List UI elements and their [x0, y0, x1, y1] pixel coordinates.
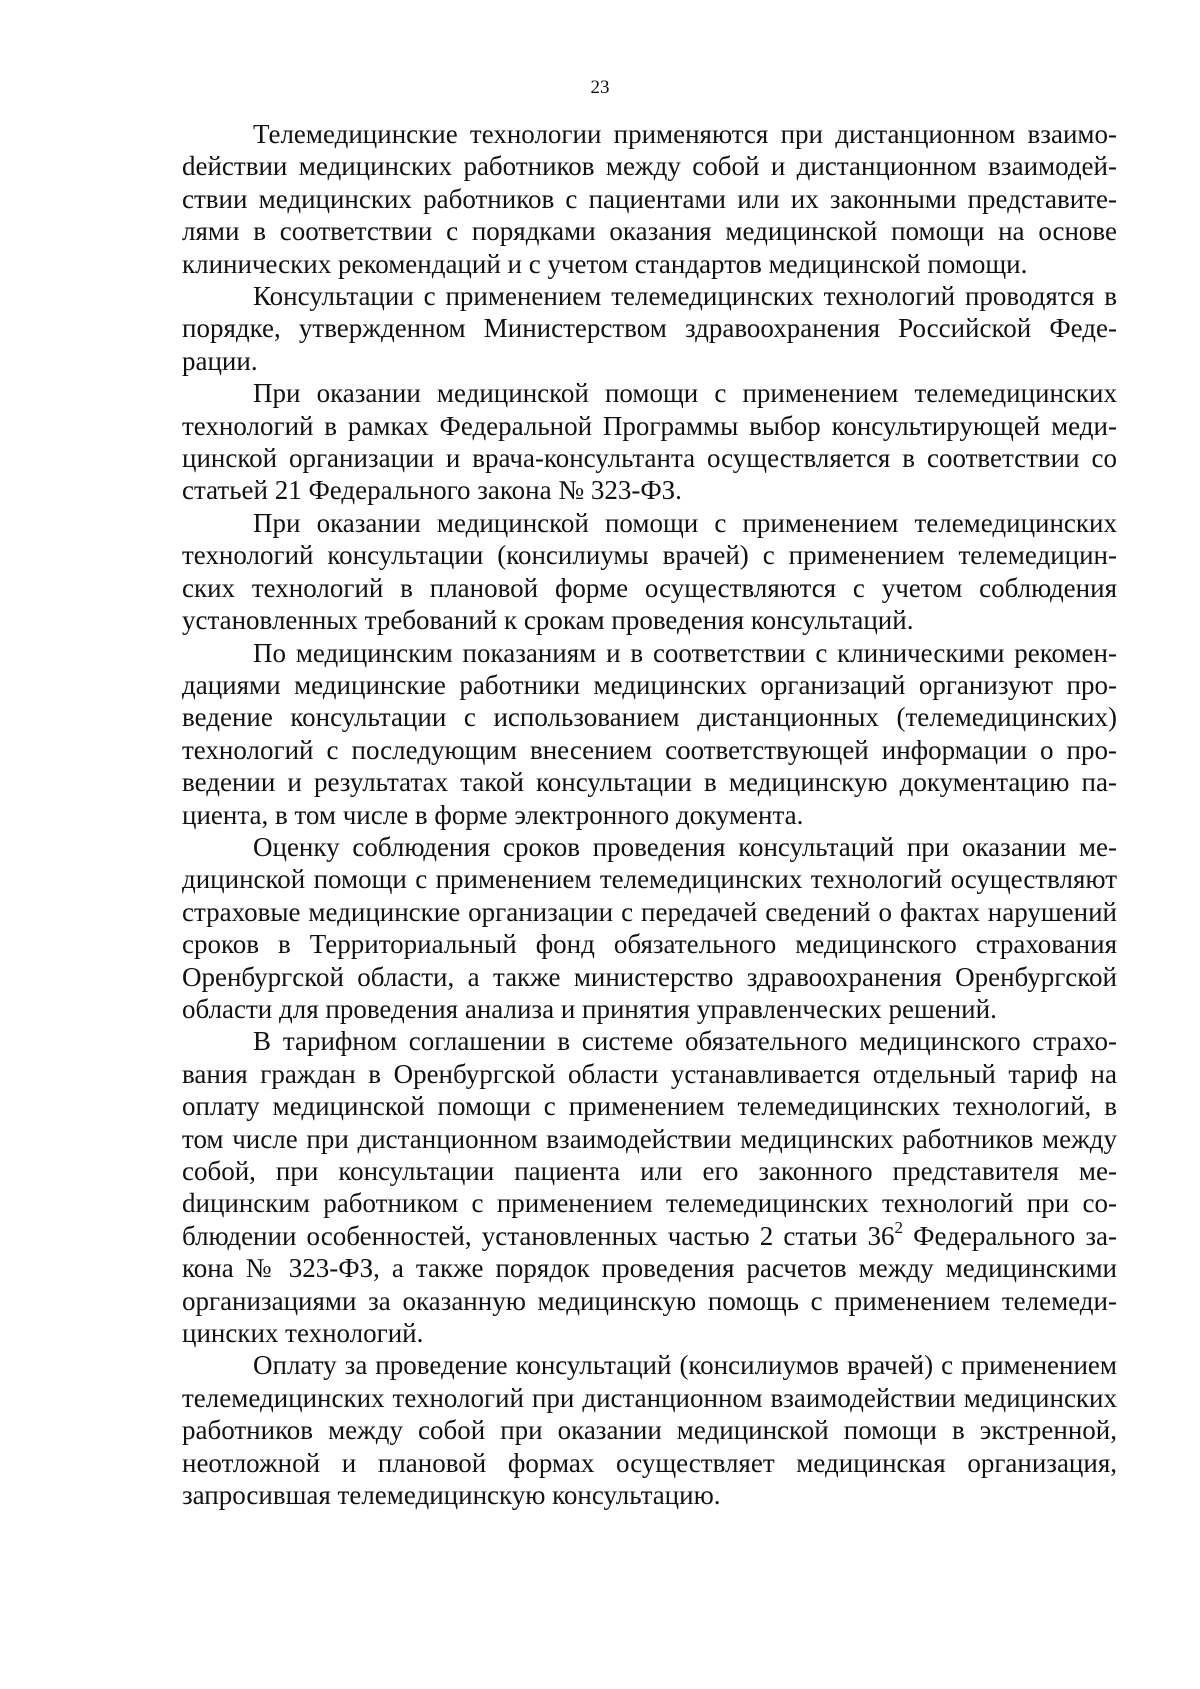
- paragraph-deadline-assessment: Оценку соблюдения сроков проведения консультаций при оказании медицинской помощи с применением телемедицинских технологий осуществляют страховые медицинские организации с передачей сведений о фактах нарушений сроков в Территориальный фонд обязательного медицинского страхования Оренбургской области, а также министерство здравоохранения Оренбургской области для проведения анализа и принятия управленческих решений.: [182, 831, 1117, 1024]
- tariff-text-after: Федерального закона № 323-ФЗ, а также порядок проведения расчетов между медицинскими организациями за оказанную медицинскую помощь с применением телемедицинских технологий.: [182, 1220, 1117, 1349]
- document-body: [182, 118, 1117, 1511]
- paragraph-federal-program: При оказании медицинской помощи с применением телемедицинских технологий в рамках Федеральной Программы выбор консультирующей медицинской организации и врача-консультанта осуществляется в соответствии со статьей 21 Федерального закона № 323-ФЗ.: [182, 378, 1117, 506]
- page-number: 23: [590, 77, 610, 98]
- paragraph-medical-indications: По медицинским показаниям и в соответствии с клиническими рекомендациями медицинские работники медицинских организаций организуют проведение консультации с использованием дистанционных (телемедицинских) технологий с последующим внесением соответствующей информации о проведении и результатах такой консультации в медицинскую документацию пациента, в том числе в форме электронного документа.: [182, 637, 1117, 830]
- paragraph-payment: Оплату за проведение консультаций (консилиумов врачей) с применением телемедицинских технологий при дистанционном взаимодействии медицинских работников между собой при оказании медицинской помощи в экстренной, неотложной и плановой формах осуществляет медицинская организация, запросившая телемедицинскую консультацию.: [182, 1350, 1117, 1511]
- tariff-text-before: В тарифном соглашении в системе обязательного медицинского страхования граждан в Оренбургской области устанавливается отдельный тариф на оплату медицинской помощи с применением телемедицинских технологий, в том числе при дистанционном взаимодействии медицинских работников между собой, при консультации пациента или его законного представителя меdицинским работником с применением телемедицинских технологий при соблюдении особенностей, установленных частью 2 статьи 36: [182, 1026, 1117, 1251]
- paragraph-planned-consultations: При оказании медицинской помощи с применением телемедицинских технологий консультации (консилиумы врачей) с применением телемедицинских технологий в плановой форме осуществляются с учетом соблюдения установленных требований к срокам проведения консультаций.: [182, 507, 1117, 636]
- article-superscript: 2: [894, 1217, 904, 1237]
- paragraph-telemedicine-use: Телемедицинские технологии применяются при дистанционном взаимоdействии медицинских работников между собой и дистанционном взаимодействии медицинских работников с пациентами или их законными представителями в соответствии с порядками оказания медицинской помощи на основе клинических рекомендаций и с учетом стандартов медицинской помощи.: [182, 119, 1117, 279]
- paragraph-tariff-agreement: [182, 1025, 1117, 1349]
- paragraph-consultation-order: Консультации с применением телемедицинских технологий проводятся в порядке, утвержденном Министерством здравоохранения Российской Федерации.: [182, 281, 1117, 376]
